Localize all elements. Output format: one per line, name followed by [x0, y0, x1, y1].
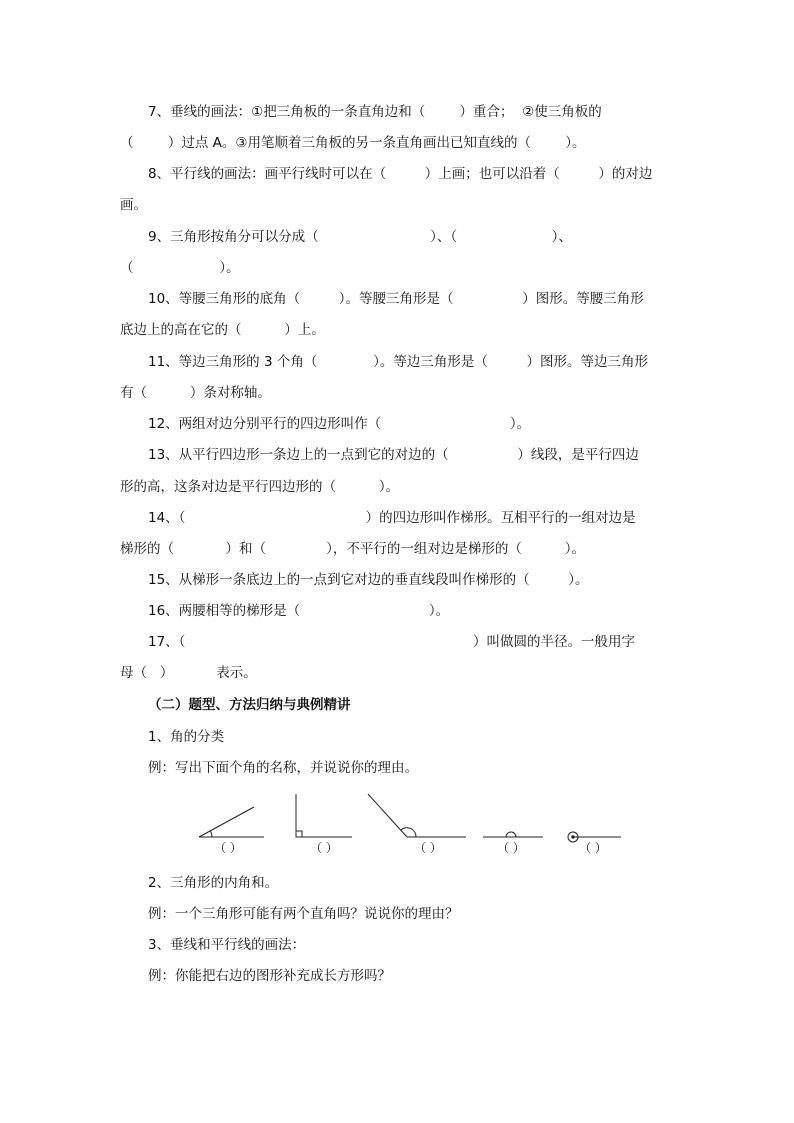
item-10-line-2: 底边上的高在它的（ ）上。 — [120, 322, 325, 338]
topic-3-heading: 3、垂线和平行线的画法： — [148, 937, 306, 953]
item-9-line-1: 9、三角形按角分可以分成（ ）、（ ）、 — [148, 229, 572, 245]
item-7-line-1: 7、垂线的画法：①把三角板的一条直角边和（ ）重合； ②使三角板的 — [148, 104, 602, 120]
topic-3-example: 例：你能把右边的图形补充成长方形吗？ — [148, 968, 391, 984]
item-12-line: 12、两组对边分别平行的四边形叫作（ ）。 — [148, 416, 531, 432]
item-10-line-1: 10、等腰三角形的底角（ ）。等腰三角形是（ ）图形。等腰三角形 — [148, 291, 644, 307]
item-8-line-1: 8、平行线的画法：画平行线时可以在（ ）上画；也可以沿着（ ）的对边 — [148, 166, 653, 182]
item-14-line-1: 14、（ ）的四边形叫作梯形。互相平行的一组对边是 — [148, 510, 636, 526]
item-17-line-2: 母（ ） 表示。 — [120, 665, 257, 681]
section-2-heading: （二）题型、方法归纳与典例精讲 — [148, 697, 351, 713]
topic-2-heading: 2、三角形的内角和。 — [148, 875, 279, 891]
item-17-line-1: 17、（ ）叫做圆的半径。一般用字 — [148, 634, 635, 650]
item-13-line-1: 13、从平行四边形一条边上的一点到它的对边的（ ）线段，是平行四边 — [148, 447, 639, 463]
item-11-line-1: 11、等边三角形的 3 个角（ ）。等边三角形是（ ）图形。等边三角形 — [148, 354, 649, 370]
topic-1-example: 例：写出下面个角的名称，并说说你的理由。 — [148, 760, 418, 776]
item-16-line: 16、两腰相等的梯形是（ ）。 — [148, 603, 450, 619]
item-9-line-2: （ ）。 — [120, 260, 240, 276]
topic-2-example: 例：一个三角形可能有两个直角吗？说说你的理由？ — [148, 906, 459, 922]
topic-1-heading: 1、角的分类 — [148, 729, 225, 745]
angle-1-answer: （ ） — [214, 841, 242, 855]
item-14-line-2: 梯形的（ ）和（ ），不平行的一组对边是梯形的（ ）。 — [120, 541, 585, 557]
item-8-line-2: 画。 — [120, 197, 147, 213]
item-15-line: 15、从梯形一条底边上的一点到它对边的垂直线段叫作梯形的（ ）。 — [148, 572, 589, 588]
item-13-line-2: 形的高，这条对边是平行四边形的（ ）。 — [120, 479, 400, 495]
item-7-line-2: （ ）过点 A。③用笔顺着三角板的另一条直角画出已知直线的（ ）。 — [120, 135, 586, 151]
angle-3-answer: （ ） — [414, 841, 442, 855]
angle-2-answer: （ ） — [310, 841, 338, 855]
angle-4-answer: （ ） — [497, 841, 525, 855]
angle-5-answer: （ ） — [579, 841, 607, 855]
item-11-line-2: 有（ ）条对称轴。 — [120, 385, 271, 401]
